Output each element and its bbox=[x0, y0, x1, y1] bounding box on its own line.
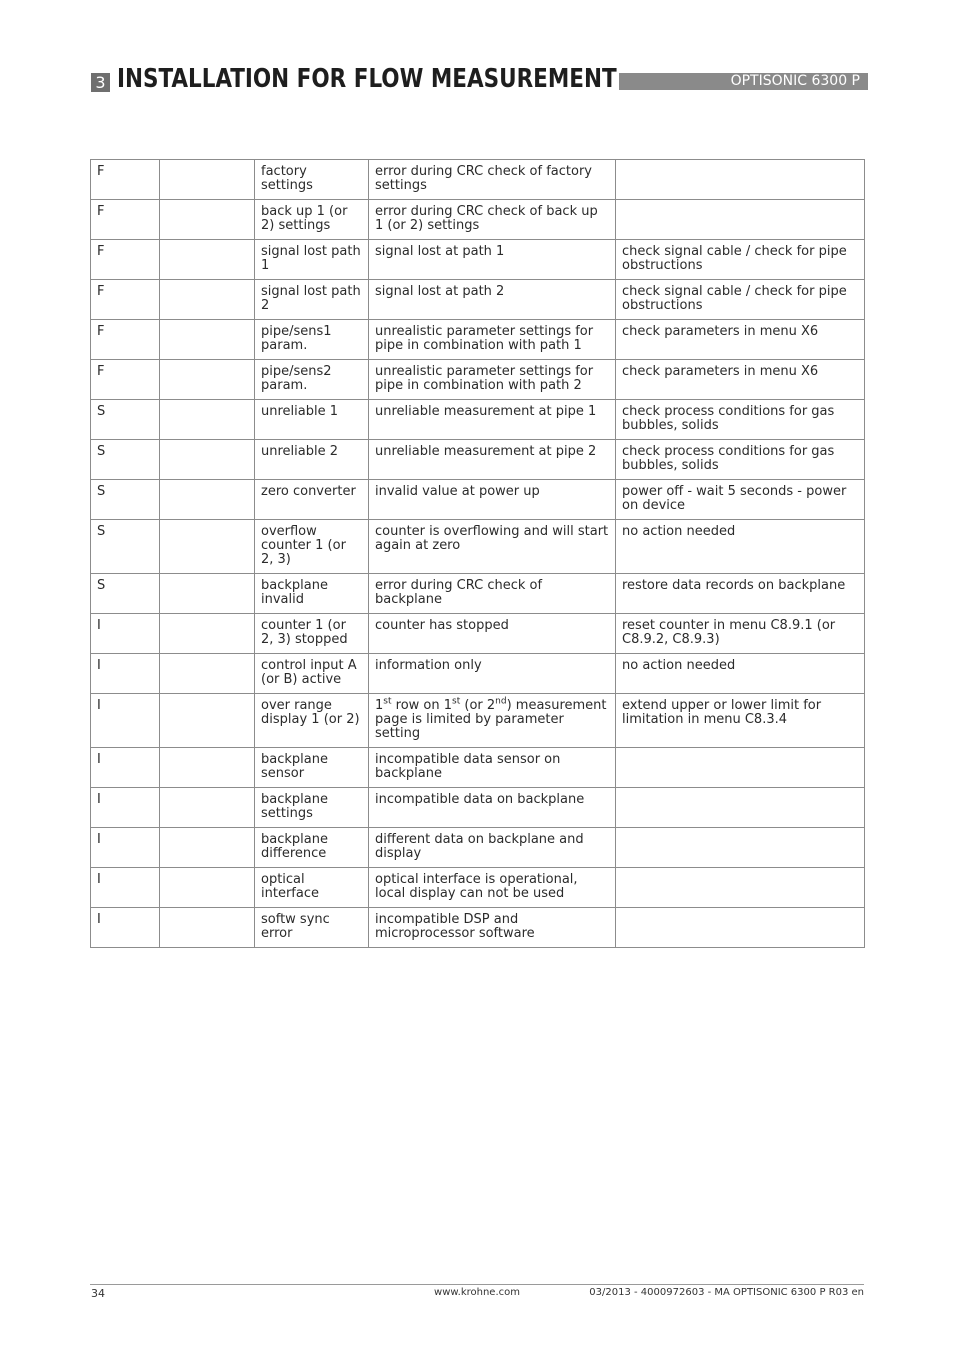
cell-code bbox=[160, 480, 255, 520]
cell-message: counter 1 (or 2, 3) stopped bbox=[255, 614, 369, 654]
cell-action bbox=[616, 908, 865, 948]
cell-message: backplane difference bbox=[255, 828, 369, 868]
cell-code bbox=[160, 908, 255, 948]
cell-action: check process conditions for gas bubbles, solids bbox=[616, 400, 865, 440]
cell-message: backplane settings bbox=[255, 788, 369, 828]
cell-class: F bbox=[91, 360, 160, 400]
cell-code bbox=[160, 360, 255, 400]
cell-class: F bbox=[91, 280, 160, 320]
cell-message: over range display 1 (or 2) bbox=[255, 694, 369, 748]
cell-action: check process conditions for gas bubbles, solids bbox=[616, 440, 865, 480]
footer-url: www.krohne.com bbox=[434, 1287, 520, 1298]
cell-description: error during CRC check of factory settings bbox=[369, 160, 616, 200]
cell-description: incompatible data sensor on backplane bbox=[369, 748, 616, 788]
cell-description: counter is overflowing and will start again at zero bbox=[369, 520, 616, 574]
chapter-title: INSTALLATION FOR FLOW MEASUREMENT bbox=[117, 64, 617, 94]
cell-code bbox=[160, 400, 255, 440]
cell-code bbox=[160, 240, 255, 280]
cell-action: check parameters in menu X6 bbox=[616, 360, 865, 400]
cell-action bbox=[616, 828, 865, 868]
table-row bbox=[91, 240, 865, 280]
page-number: 34 bbox=[91, 1287, 105, 1300]
cell-message: unreliable 1 bbox=[255, 400, 369, 440]
table-row bbox=[91, 160, 865, 200]
cell-message: pipe/sens1 param. bbox=[255, 320, 369, 360]
cell-code bbox=[160, 828, 255, 868]
table-body bbox=[91, 160, 865, 948]
cell-action bbox=[616, 160, 865, 200]
table-row bbox=[91, 694, 865, 748]
cell-class: I bbox=[91, 748, 160, 788]
chapter-number: 3 bbox=[91, 73, 110, 92]
cell-code bbox=[160, 748, 255, 788]
cell-class: S bbox=[91, 574, 160, 614]
cell-class: F bbox=[91, 240, 160, 280]
table-row bbox=[91, 280, 865, 320]
cell-description: signal lost at path 2 bbox=[369, 280, 616, 320]
cell-message: overflow counter 1 (or 2, 3) bbox=[255, 520, 369, 574]
table-row bbox=[91, 868, 865, 908]
cell-class: S bbox=[91, 480, 160, 520]
cell-class: I bbox=[91, 788, 160, 828]
table-row bbox=[91, 200, 865, 240]
cell-action bbox=[616, 200, 865, 240]
cell-code bbox=[160, 868, 255, 908]
cell-class: I bbox=[91, 694, 160, 748]
cell-message: unreliable 2 bbox=[255, 440, 369, 480]
cell-action: check parameters in menu X6 bbox=[616, 320, 865, 360]
cell-code bbox=[160, 160, 255, 200]
cell-action: power off - wait 5 seconds - power on device bbox=[616, 480, 865, 520]
cell-code bbox=[160, 574, 255, 614]
cell-action bbox=[616, 748, 865, 788]
cell-description: error during CRC check of backplane bbox=[369, 574, 616, 614]
table-row bbox=[91, 908, 865, 948]
cell-message: backplane invalid bbox=[255, 574, 369, 614]
cell-message: signal lost path 1 bbox=[255, 240, 369, 280]
cell-code bbox=[160, 320, 255, 360]
table-row bbox=[91, 654, 865, 694]
cell-class: F bbox=[91, 200, 160, 240]
cell-message: zero converter bbox=[255, 480, 369, 520]
cell-action: extend upper or lower limit for limitation in menu C8.3.4 bbox=[616, 694, 865, 748]
cell-code bbox=[160, 440, 255, 480]
table-row bbox=[91, 360, 865, 400]
cell-action: restore data records on backplane bbox=[616, 574, 865, 614]
cell-class: F bbox=[91, 320, 160, 360]
cell-description: invalid value at power up bbox=[369, 480, 616, 520]
table-row bbox=[91, 574, 865, 614]
cell-action bbox=[616, 788, 865, 828]
table-row bbox=[91, 828, 865, 868]
table-row bbox=[91, 400, 865, 440]
cell-description: unrealistic parameter settings for pipe in combination with path 1 bbox=[369, 320, 616, 360]
cell-description: error during CRC check of back up 1 (or 2) settings bbox=[369, 200, 616, 240]
cell-description: 1st row on 1st (or 2nd) measurement page is limited by parameter setting bbox=[369, 694, 616, 748]
cell-description: different data on backplane and display bbox=[369, 828, 616, 868]
cell-class: S bbox=[91, 520, 160, 574]
product-name-bar: OPTISONIC 6300 P bbox=[619, 73, 868, 90]
status-message-table bbox=[90, 159, 865, 948]
cell-description: unreliable measurement at pipe 2 bbox=[369, 440, 616, 480]
table-row bbox=[91, 748, 865, 788]
cell-message: optical interface bbox=[255, 868, 369, 908]
cell-description: incompatible data on backplane bbox=[369, 788, 616, 828]
cell-description: optical interface is operational, local display can not be used bbox=[369, 868, 616, 908]
cell-message: softw sync error bbox=[255, 908, 369, 948]
footer-divider bbox=[90, 1284, 864, 1285]
cell-description: signal lost at path 1 bbox=[369, 240, 616, 280]
cell-code bbox=[160, 788, 255, 828]
cell-class: I bbox=[91, 614, 160, 654]
cell-action: check signal cable / check for pipe obstructions bbox=[616, 240, 865, 280]
table-row bbox=[91, 440, 865, 480]
cell-code bbox=[160, 200, 255, 240]
cell-description: unreliable measurement at pipe 1 bbox=[369, 400, 616, 440]
cell-action: check signal cable / check for pipe obstructions bbox=[616, 280, 865, 320]
cell-action: no action needed bbox=[616, 654, 865, 694]
cell-code bbox=[160, 654, 255, 694]
cell-message: pipe/sens2 param. bbox=[255, 360, 369, 400]
table-row bbox=[91, 614, 865, 654]
cell-description: information only bbox=[369, 654, 616, 694]
cell-message: backplane sensor bbox=[255, 748, 369, 788]
cell-message: control input A (or B) active bbox=[255, 654, 369, 694]
cell-class: S bbox=[91, 440, 160, 480]
cell-action bbox=[616, 868, 865, 908]
table-row bbox=[91, 788, 865, 828]
cell-code bbox=[160, 614, 255, 654]
cell-description: unrealistic parameter settings for pipe in combination with path 2 bbox=[369, 360, 616, 400]
cell-class: I bbox=[91, 828, 160, 868]
cell-message: signal lost path 2 bbox=[255, 280, 369, 320]
cell-description: counter has stopped bbox=[369, 614, 616, 654]
cell-message: factory settings bbox=[255, 160, 369, 200]
cell-class: I bbox=[91, 908, 160, 948]
cell-class: S bbox=[91, 400, 160, 440]
cell-action: no action needed bbox=[616, 520, 865, 574]
cell-class: F bbox=[91, 160, 160, 200]
table-row bbox=[91, 520, 865, 574]
cell-class: I bbox=[91, 868, 160, 908]
cell-message: back up 1 (or 2) settings bbox=[255, 200, 369, 240]
cell-description: incompatible DSP and microprocessor software bbox=[369, 908, 616, 948]
table-row bbox=[91, 480, 865, 520]
cell-code bbox=[160, 280, 255, 320]
document-reference: 03/2013 - 4000972603 - MA OPTISONIC 6300 P R03 en bbox=[589, 1287, 864, 1298]
cell-code bbox=[160, 520, 255, 574]
cell-action: reset counter in menu C8.9.1 (or C8.9.2, C8.9.3) bbox=[616, 614, 865, 654]
table-row bbox=[91, 320, 865, 360]
cell-code bbox=[160, 694, 255, 748]
cell-class: I bbox=[91, 654, 160, 694]
